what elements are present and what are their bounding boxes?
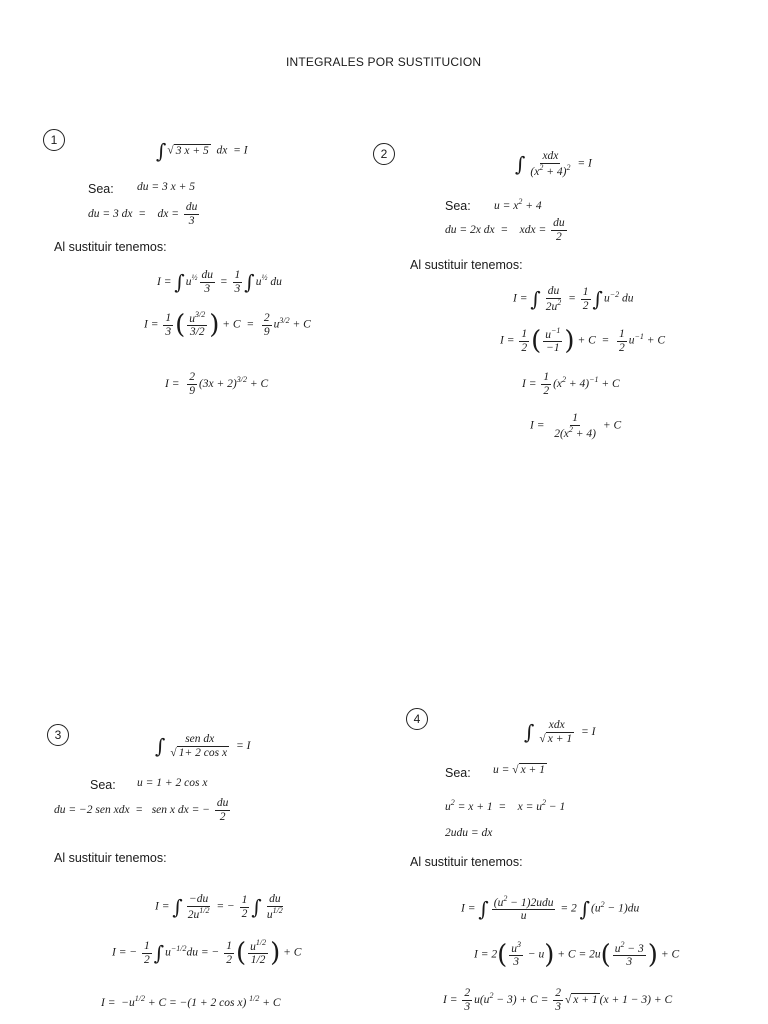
- p2-integral: ∫ $\frac{\text{xdx}}{(x^2 + 4)^2}$ = I: [515, 150, 592, 178]
- p1-al-label: Al sustituir tenemos:: [54, 240, 167, 254]
- p2-step1: I = ∫ $\frac{du}{2u^2}$ = $\frac{1}{2}$ $\int u^{-2}$ du: [513, 285, 634, 313]
- p3-du: du = −2 sen xdx = sen x dx = − $\frac{du}{2}$: [54, 797, 229, 823]
- p3-al-label: Al sustituir tenemos:: [54, 851, 167, 865]
- p2-al-label: Al sustituir tenemos:: [410, 258, 523, 272]
- p3-step1: I = ∫ $\frac{-du}{2u^{1/2}}$ = − $\frac{1}{2}$ ∫ $\frac{du}{u^{1/2}}$: [155, 893, 283, 921]
- p4-result: I = $\frac{2}{3}$ $u(u^2 - 3) + C$ = $\frac{2}{3}$ √ x + 1 (x + 1 − 3) + C: [443, 987, 673, 1013]
- p1-step2: I = $\frac{1}{3}$ ( $\frac{u^{3/2}}{3/2}$ ) + C = $\frac{2}{9}$ $u^{3/2} + C$: [144, 309, 311, 340]
- p4-du: 2udu = dx: [445, 827, 493, 839]
- p2-step3: I = $\frac{1}{2}$ $(x^2 + 4)^{-1} + C$: [522, 371, 620, 397]
- p3-integral: ∫ $\frac{\text{sen dx}}{\text{√ 1+ 2 cos x}}$ = I: [155, 733, 251, 759]
- p1-du: du = 3 dx = dx = $\frac{du}{3}$: [88, 201, 198, 227]
- p2-du: du = 2x dx = xdx = $\frac{du}{2}$: [445, 217, 565, 243]
- p1-u-def: du = 3 x + 5: [137, 181, 195, 193]
- p4-al-label: Al sustituir tenemos:: [410, 855, 523, 869]
- p3-sea-label: Sea:: [90, 778, 116, 792]
- p4-sea-label: Sea:: [445, 766, 471, 780]
- p1-step1: $I = \int u^{\frac{1}{2}}$ $\frac{du}{3}$ = $\frac{1}{3}$ $\int u^{\frac{1}{2}}$ du: [157, 269, 282, 295]
- problem-number-4: 4: [406, 708, 428, 730]
- p4-step2: I = 2( $\frac{u^3}{3}$ − u) + C = 2u( $\frac{u^2 - 3}{3}$ ) + C: [474, 939, 680, 970]
- problem-number-1: 1: [43, 129, 65, 151]
- p1-integral: ∫√ 3 x + 5 dx = I: [156, 139, 248, 163]
- p2-u-def: $u = x^2 + 4$: [494, 197, 542, 212]
- problem-number-2: 2: [373, 143, 395, 165]
- p1-sea-label: Sea:: [88, 182, 114, 196]
- p4-u-def: u = √ x + 1: [493, 764, 545, 776]
- p1-result: I = $\frac{2}{9}$ $(3x + 2)^{3/2} + C$: [165, 371, 269, 397]
- p2-result: I = $\frac{1}{2(x^2 + 4)}$ + C: [530, 412, 622, 440]
- p4-step1: I = ∫ $\frac{(u^2 - 1)2udu}{u}$ = 2 $\int(u^2 - 1)du$: [461, 894, 640, 923]
- p2-sea-label: Sea:: [445, 199, 471, 213]
- p2-step2: I = $\frac{1}{2}$ ( $\frac{u^{-1}}{-1}$ ) + C = $\frac{1}{2}$ $u^{-1} + C$: [500, 325, 666, 356]
- page-title: INTEGRALES POR SUSTITUCION: [286, 55, 482, 69]
- p3-step2: I = − $\frac{1}{2}$ $\int u^{-1/2}du$ = − $\frac{1}{2}$ ( $\frac{u^{1/2}}{1/2}$ ) + C: [112, 937, 302, 968]
- p3-result: $I = -u^{1/2} + C = -(1 + 2$ cos x) $^{1/2}$ + C: [101, 994, 281, 1009]
- problem-number-3: 3: [47, 724, 69, 746]
- p3-u-def: u = 1 + 2 cos x: [137, 777, 208, 789]
- p4-u2: $u^2 = x + 1$ = $x = u^2 - 1$: [445, 798, 566, 813]
- p4-integral: ∫ $\frac{\text{xdx}}{√ x + 1}$ = I: [524, 719, 596, 745]
